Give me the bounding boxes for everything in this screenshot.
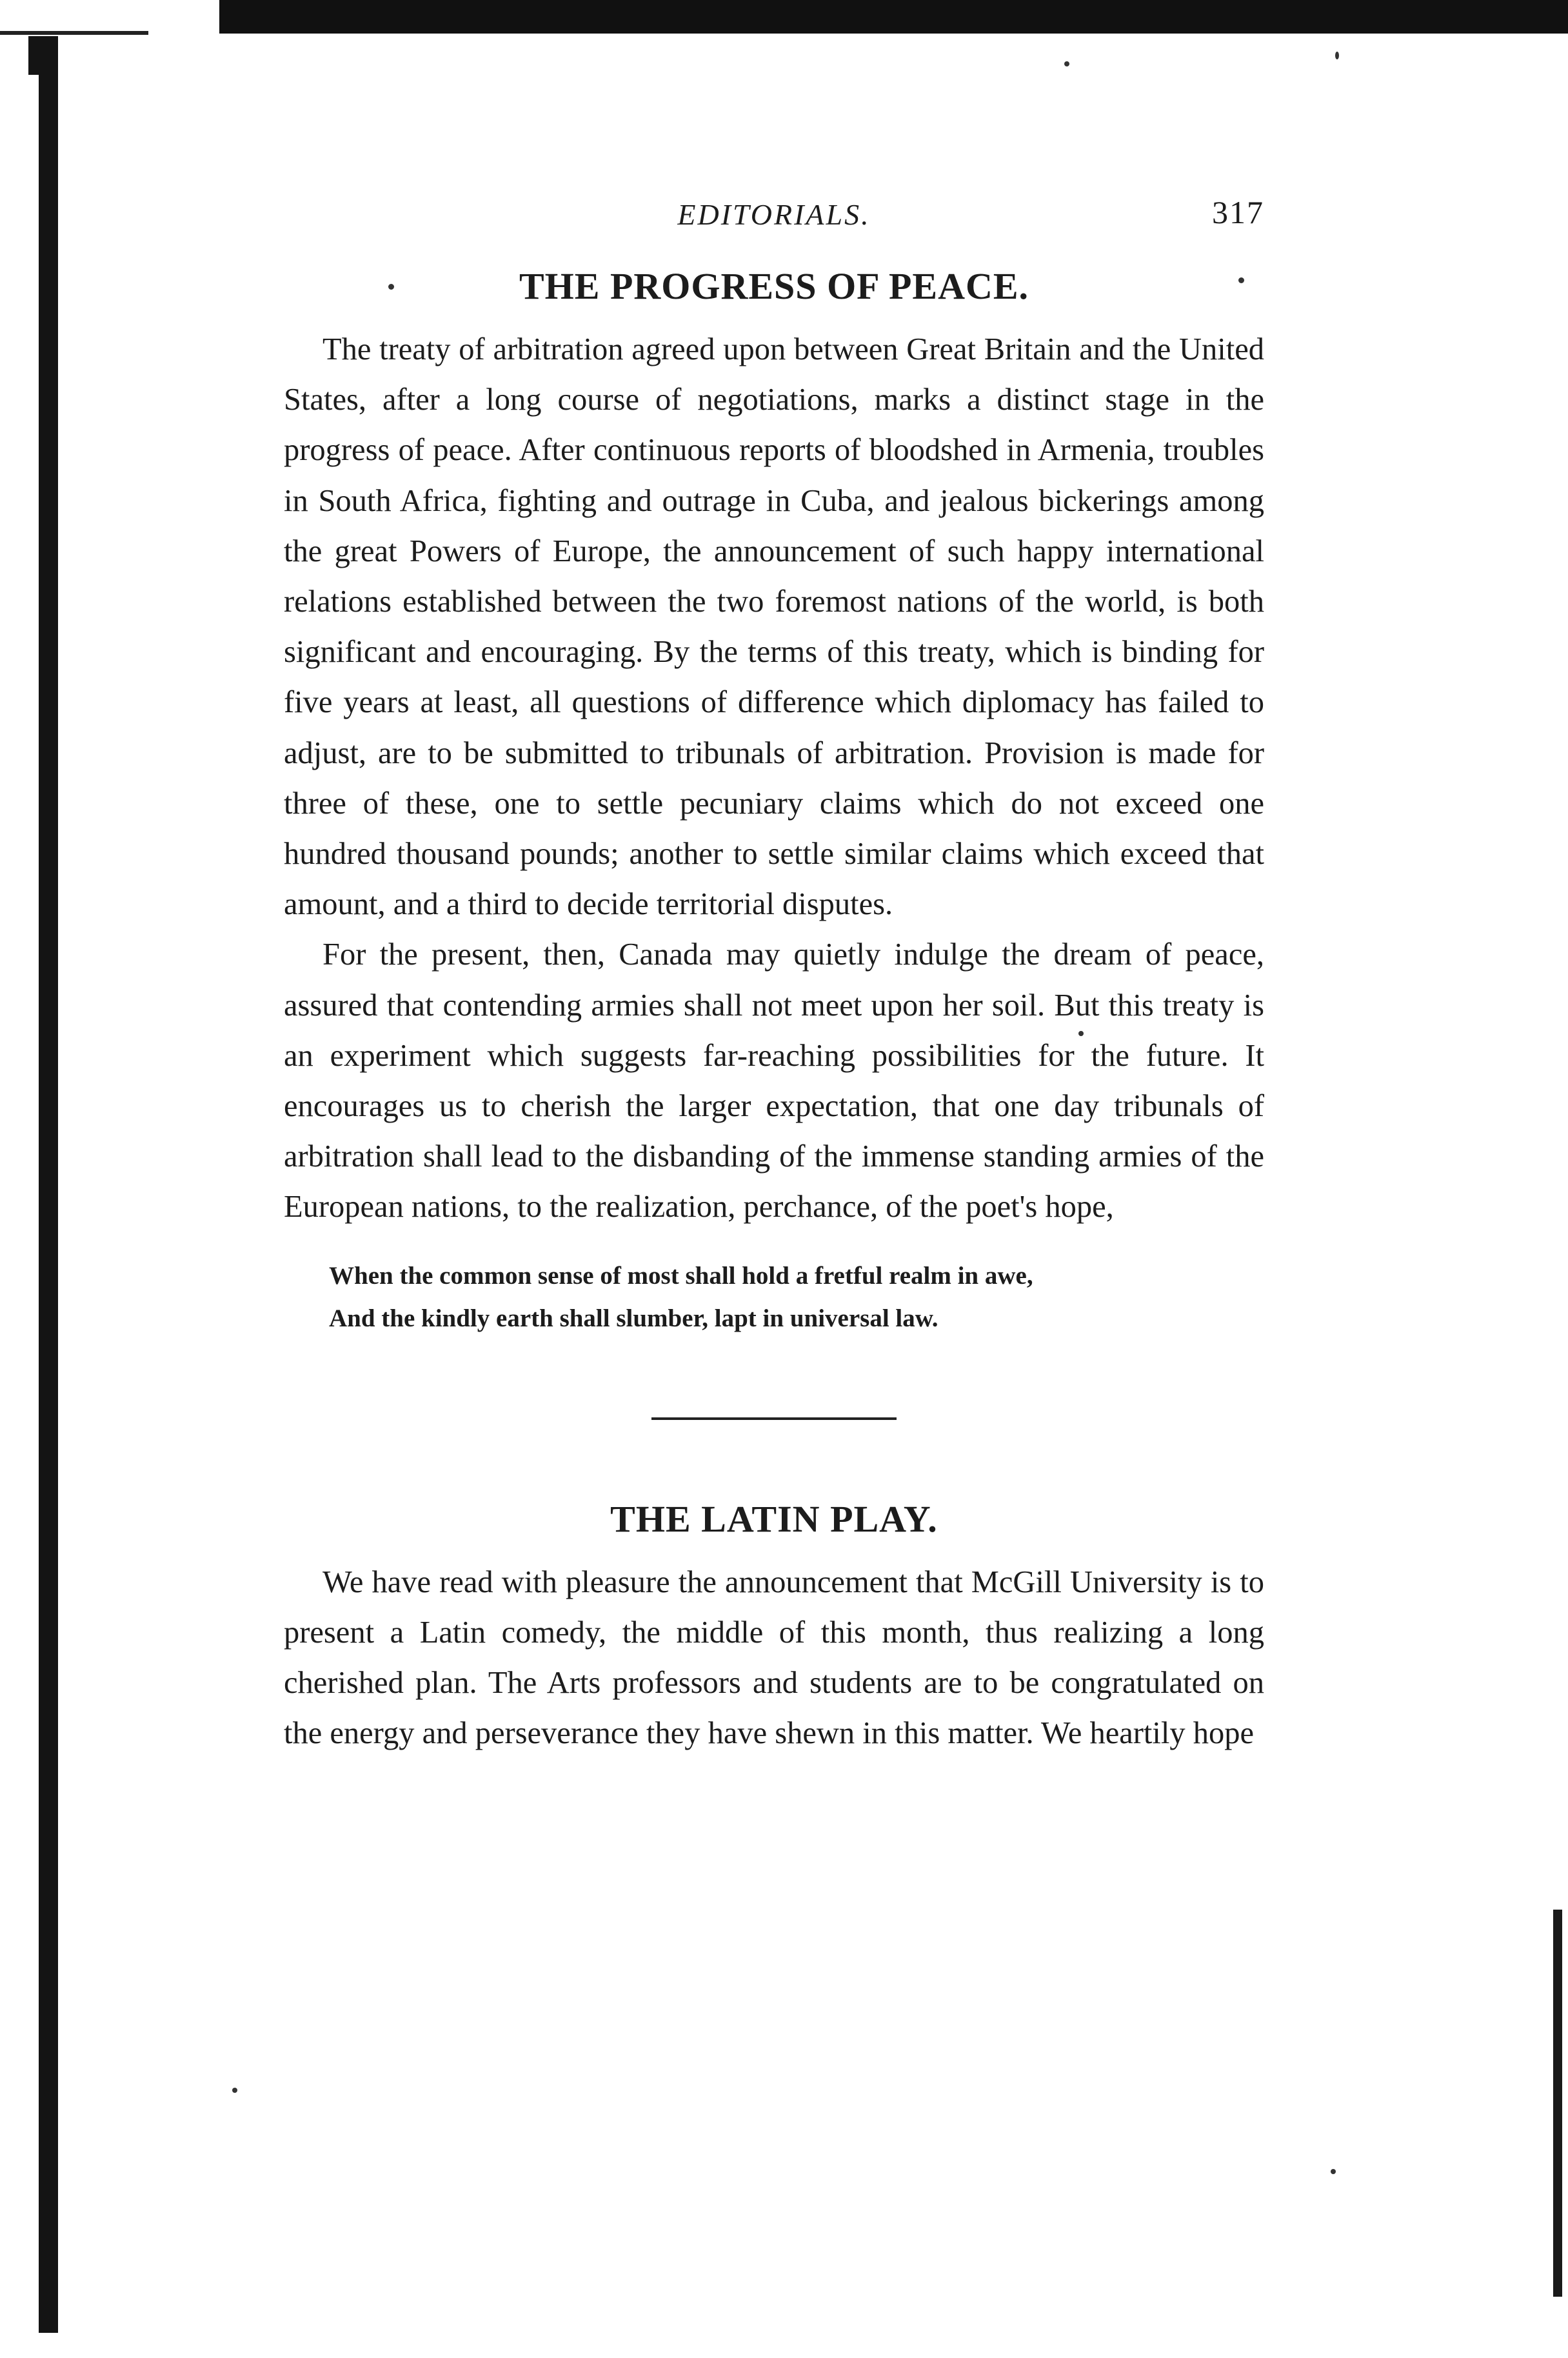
scan-speck	[232, 2088, 237, 2093]
scan-speck	[1064, 61, 1069, 66]
scan-top-line	[0, 31, 148, 35]
paragraph: For the present, then, Canada may quietly indulge the dream of peace, assured that contending armies shall not meet upon her soil. But this treaty is an experiment which suggests far-reaching possibilities for the future. It encourages us to cherish the larger expectation, that one day tribunals of arbitration shall lead to the disbanding of the immense standing armies of the European nations, to the realization, perchance, of the poet's hope,	[284, 937, 1264, 1224]
section-divider	[651, 1417, 897, 1420]
running-head	[284, 187, 1264, 239]
article-progress-of-peace	[284, 265, 1264, 1340]
verse-quote	[284, 1255, 1264, 1340]
article-title: THE PROGRESS OF PEACE.	[519, 265, 1029, 307]
scan-top-border	[219, 0, 1568, 34]
scan-left-border	[39, 36, 58, 2333]
verse-line: And the kindly earth shall slumber, lapt in universal law.	[329, 1304, 938, 1332]
running-title: EDITORIALS.	[677, 198, 871, 231]
scan-speck	[1331, 2169, 1336, 2174]
paragraph: We have read with pleasure the announcement that McGill University is to present a Latin comedy, the middle of this month, thus realizing a long cherished plan. The Arts professors and students are to be congratulated on the energy and perseverance they have shewn in this matter. We heartily hope	[284, 1564, 1264, 1751]
article-latin-play	[284, 1497, 1264, 1759]
article-title: THE LATIN PLAY.	[610, 1497, 938, 1540]
scan-right-border	[1553, 1910, 1562, 2297]
page-number: 317	[1212, 194, 1264, 230]
verse-line: When the common sense of most shall hold a fretful realm in awe,	[329, 1261, 1033, 1290]
scan-speck	[1335, 52, 1339, 59]
book-page	[284, 187, 1264, 1759]
paragraph: The treaty of arbitration agreed upon between Great Britain and the United States, after a long course of negotiations, marks a distinct stage in the progress of peace. After continuous reports of bloodshed in Armenia, troubles in South Africa, fighting and outrage in Cuba, and jealous bickerings among the great Powers of Europe, the announcement of such happy international relations established between the two foremost nations of the world, is both significant and encouraging. By the terms of this treaty, which is binding for five years at least, all questions of difference which diplomacy has failed to adjust, are to be submitted to tribunals of arbitration. Provision is made for three of these, one to settle pecuniary claims which do not exceed one hundred thousand pounds; another to settle similar claims which exceed that amount, and a third to decide territorial disputes.	[284, 332, 1264, 922]
